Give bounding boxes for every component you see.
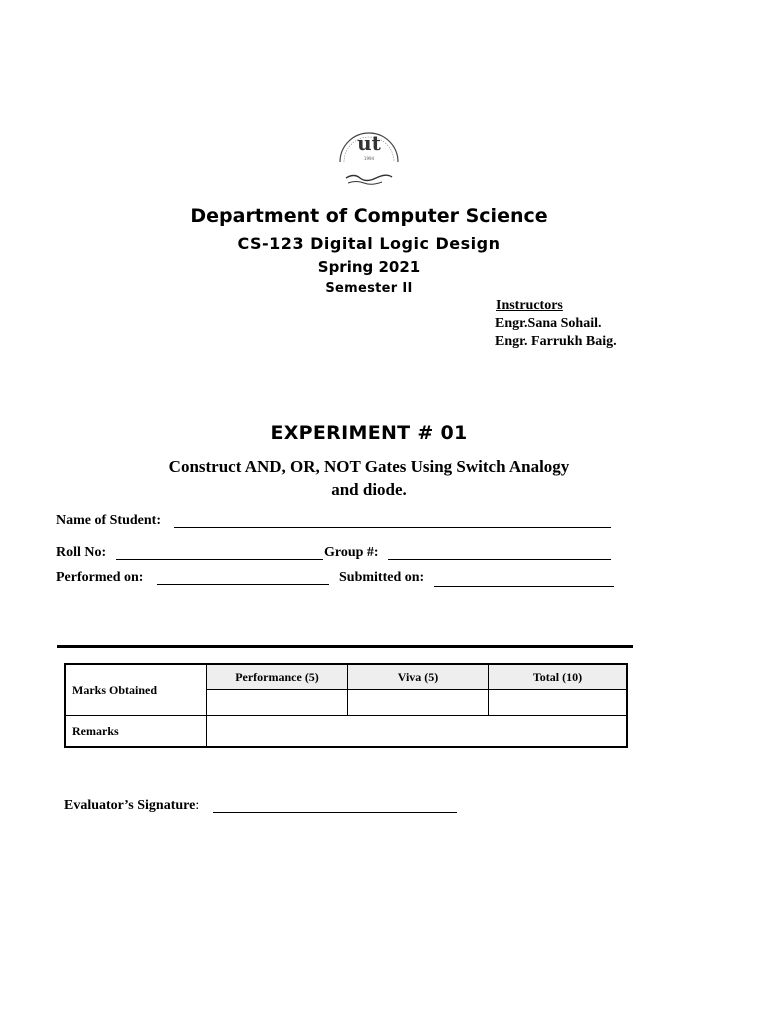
section-divider [57,645,633,648]
term-label: Spring 2021 [317,258,421,276]
remarks-label: Remarks [65,716,207,748]
course-title: CS-123 Digital Logic Design [237,234,501,253]
logo-initials: ut [357,131,381,155]
institute-logo [330,122,408,188]
group-field[interactable] [388,559,611,560]
student-name-label: Name of Student: [56,513,161,528]
table-row [65,664,627,690]
group-label: Group #: [324,545,379,560]
evaluator-signature-label: Evaluator’s Signature [64,798,196,813]
experiment-description: Construct AND, OR, NOT Gates Using Switch Analogy [168,457,570,476]
semester-label: Semester II [325,281,413,296]
performed-on-label: Performed on: [56,570,144,585]
experiment-description-continued: and diode. [331,480,407,499]
marks-table [64,663,628,748]
roll-no-field[interactable] [116,559,323,560]
roll-no-label: Roll No: [56,545,107,560]
column-header-viva: Viva (5) [348,664,489,690]
total-marks-cell[interactable] [489,690,628,716]
table-row [65,716,627,748]
instructor-name: Engr.Sana Sohail. [495,316,602,331]
remarks-cell[interactable] [207,716,628,748]
signature-label-group [64,798,199,814]
column-header-total: Total (10) [489,664,628,690]
experiment-title: EXPERIMENT # 01 [270,422,468,444]
logo-est: 1994 [363,156,375,161]
instructor-name: Engr. Farrukh Baig. [495,334,617,349]
marks-obtained-label: Marks Obtained [65,664,207,716]
signature-colon: : [195,798,200,813]
instructors-heading: Instructors [496,298,563,313]
evaluator-signature-field[interactable] [213,812,457,813]
column-header-performance: Performance (5) [207,664,348,690]
performance-marks-cell[interactable] [207,690,348,716]
submitted-on-field[interactable] [434,586,614,587]
performed-on-field[interactable] [157,584,329,585]
student-name-field[interactable] [174,527,611,528]
submitted-on-label: Submitted on: [339,570,425,585]
department-heading: Department of Computer Science [190,205,548,227]
viva-marks-cell[interactable] [348,690,489,716]
